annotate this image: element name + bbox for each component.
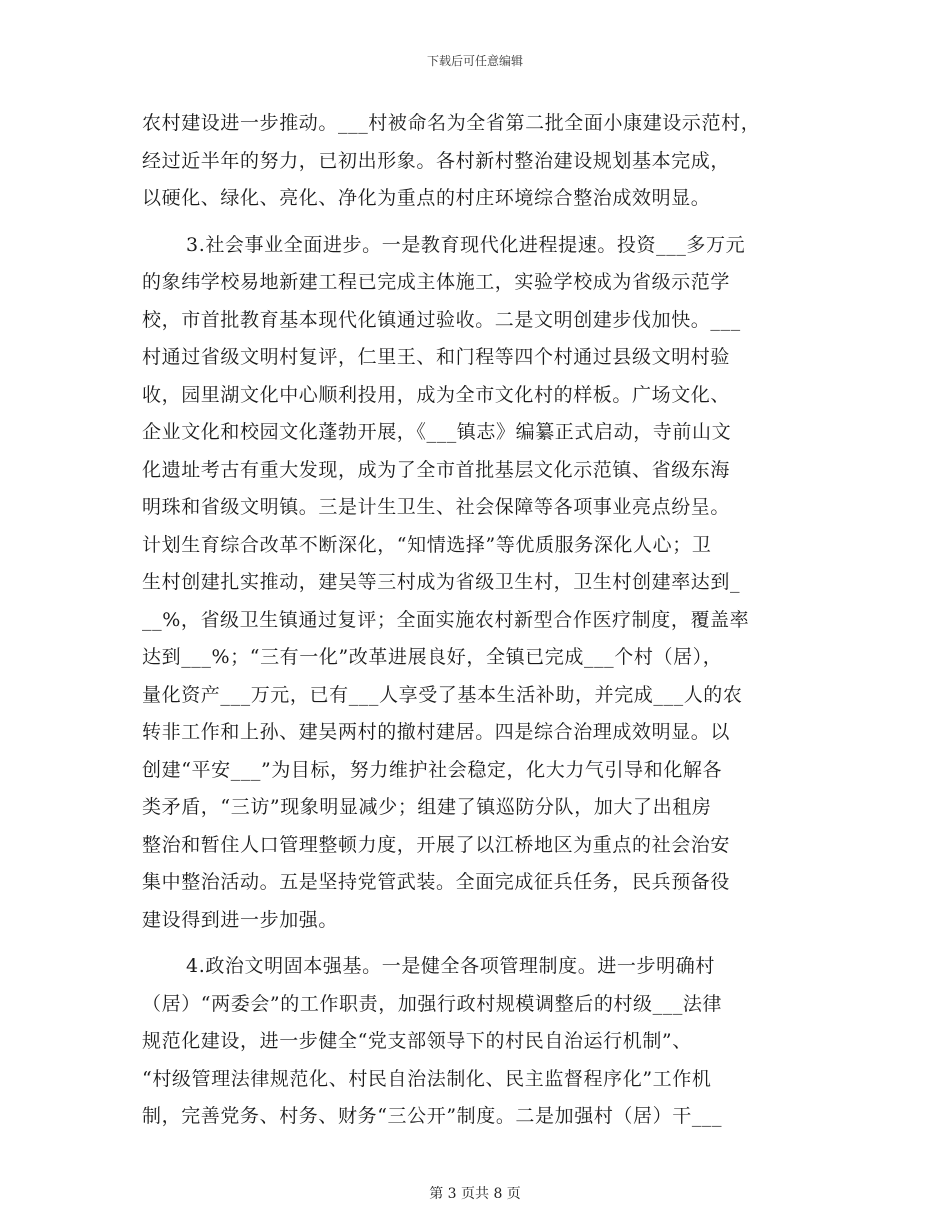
text-line: 转非工作和上孙、建吴两村的撤村建居。四是综合治理成效明显。以 bbox=[142, 721, 731, 743]
paragraph-heading-line: 4.政治文明固本强基。一是健全各项管理制度。进一步明确村 bbox=[186, 955, 715, 977]
text-line: 村通过省级文明村复评，仁里王、和门程等四个村通过县级文明村验 bbox=[142, 346, 731, 368]
page-header: 下载后可任意编辑 bbox=[426, 54, 523, 68]
text-line: 明珠和省级文明镇。三是计生卫生、社会保障等各项事业亮点纷呈。 bbox=[142, 496, 731, 518]
text-line: 整治和暂住人口管理整顿力度，开展了以江桥地区为重点的社会治安 bbox=[142, 833, 731, 856]
text-line: 经过近半年的努力，已初出形象。各村新村整治建设规划基本完成， bbox=[142, 149, 731, 172]
page-number-footer: 第 3 页共 8 页 bbox=[429, 1186, 521, 1202]
text-line: 达到___%；“三有一化”改革进展良好，全镇已完成___个村（居）， bbox=[142, 646, 723, 668]
text-line: 以硬化、绿化、亮化、净化为重点的村庄环境综合整治成效明显。 bbox=[142, 187, 711, 209]
text-line: 计划生育综合改革不断深化，“知情选择”等优质服务深化人心；卫 bbox=[142, 533, 712, 556]
text-line: 建设得到进一步加强。 bbox=[142, 908, 339, 931]
text-line: 生村创建扎实推动，建吴等三村成为省级卫生村，卫生村创建率达到_ bbox=[142, 571, 741, 593]
text-line: 的象纬学校易地新建工程已完成主体施工，实验学校成为省级示范学 bbox=[142, 271, 731, 293]
text-line: 收，园里湖文化中心顺利投用，成为全市文化村的样板。广场文化、 bbox=[142, 383, 731, 406]
text-line: 企业文化和校园文化蓬勃开展，《___镇志》编纂正式启动，寺前山文 bbox=[142, 421, 732, 443]
text-line: 集中整治活动。五是坚持党管武装。全面完成征兵任务，民兵预备役 bbox=[142, 871, 731, 893]
text-line: 规范化建设，进一步健全“党支部领导下的村民自治运行机制”、 bbox=[142, 1030, 692, 1052]
text-line: 创建“平安___”为目标，努力维护社会稳定，化大力气引导和化解各 bbox=[142, 758, 723, 781]
text-line: 化遗址考古有重大发现，成为了全市首批基层文化示范镇、省级东海 bbox=[142, 458, 731, 481]
text-line: 校，市首批教育基本现代化镇通过验收。二是文明创建步伐加快。___ bbox=[142, 308, 741, 331]
text-line: 农村建设进一步推动。___村被命名为全省第二批全面小康建设示范村， bbox=[142, 112, 761, 134]
text-line: 制，完善党务、村务、财务“三公开”制度。二是加强村（居）干___ bbox=[142, 1105, 723, 1127]
document-body bbox=[142, 105, 810, 1136]
text-line: __%，省级卫生镇通过复评；全面实施农村新型合作医疗制度，覆盖率 bbox=[142, 608, 750, 631]
text-line: 类矛盾，“三访”现象明显减少；组建了镇巡防分队，加大了出租房 bbox=[142, 796, 712, 818]
text-line: 量化资产___万元，已有___人享受了基本生活补助，并完成___人的农 bbox=[142, 683, 743, 706]
text-line: （居）“两委会”的工作职责，加强行政村规模调整后的村级___法律 bbox=[142, 992, 723, 1015]
paragraph-heading-line: 3.社会事业全面进步。一是教育现代化进程提速。投资___多万元 bbox=[186, 233, 746, 256]
text-line: “村级管理法律规范化、村民自治法制化、民主监督程序化”工作机 bbox=[142, 1067, 712, 1090]
